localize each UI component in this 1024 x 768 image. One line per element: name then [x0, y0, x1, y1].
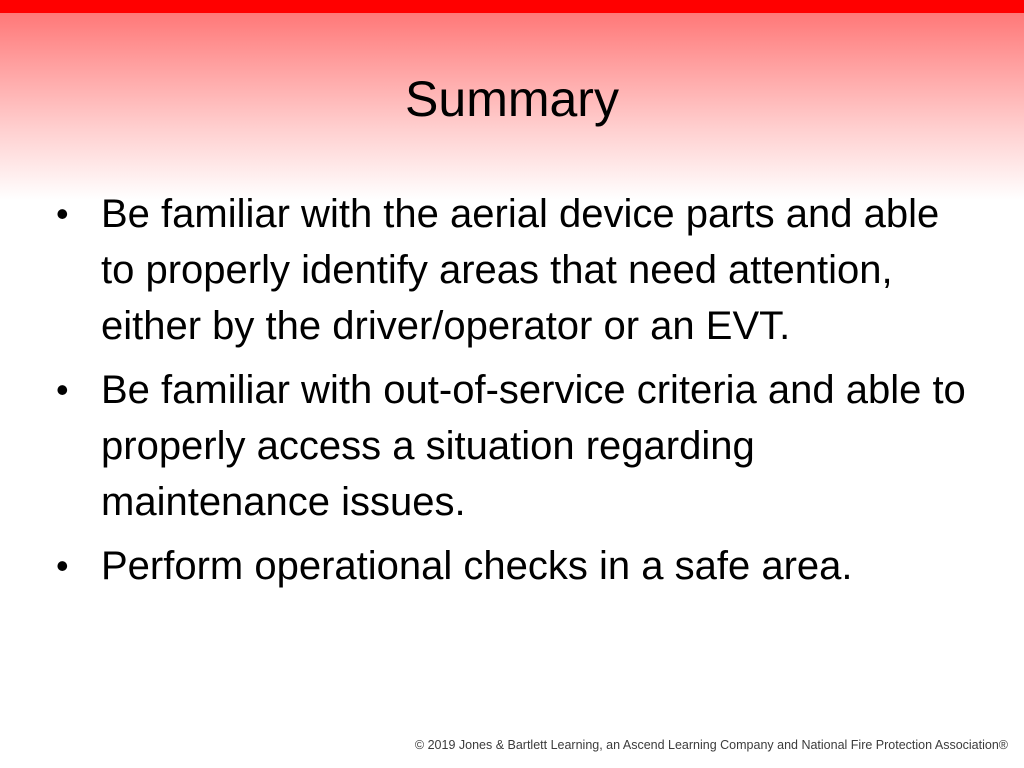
- bullet-list: [0, 186, 1024, 602]
- copyright-notice: © 2019 Jones & Bartlett Learning, an Ascend Learning Company and National Fire Protection Association®: [414, 738, 1008, 752]
- top-accent-bar: [0, 0, 1024, 13]
- bullet-text: Perform operational checks in a safe area.: [101, 544, 853, 588]
- bullet-item: [0, 538, 1024, 594]
- bullet-icon: •: [56, 193, 69, 234]
- bullet-item: [0, 186, 1024, 354]
- bullet-item: [0, 362, 1024, 530]
- bullet-text: Be familiar with out-of-service criteria and able to properly access a situation regarding maintenance issues.: [101, 368, 966, 524]
- slide-title: Summary: [405, 71, 619, 127]
- bullet-text: Be familiar with the aerial device parts and able to properly identify areas that need attention, either by the driver/operator or an EVT.: [101, 192, 940, 348]
- bullet-icon: •: [56, 545, 69, 586]
- bullet-icon: •: [56, 369, 69, 410]
